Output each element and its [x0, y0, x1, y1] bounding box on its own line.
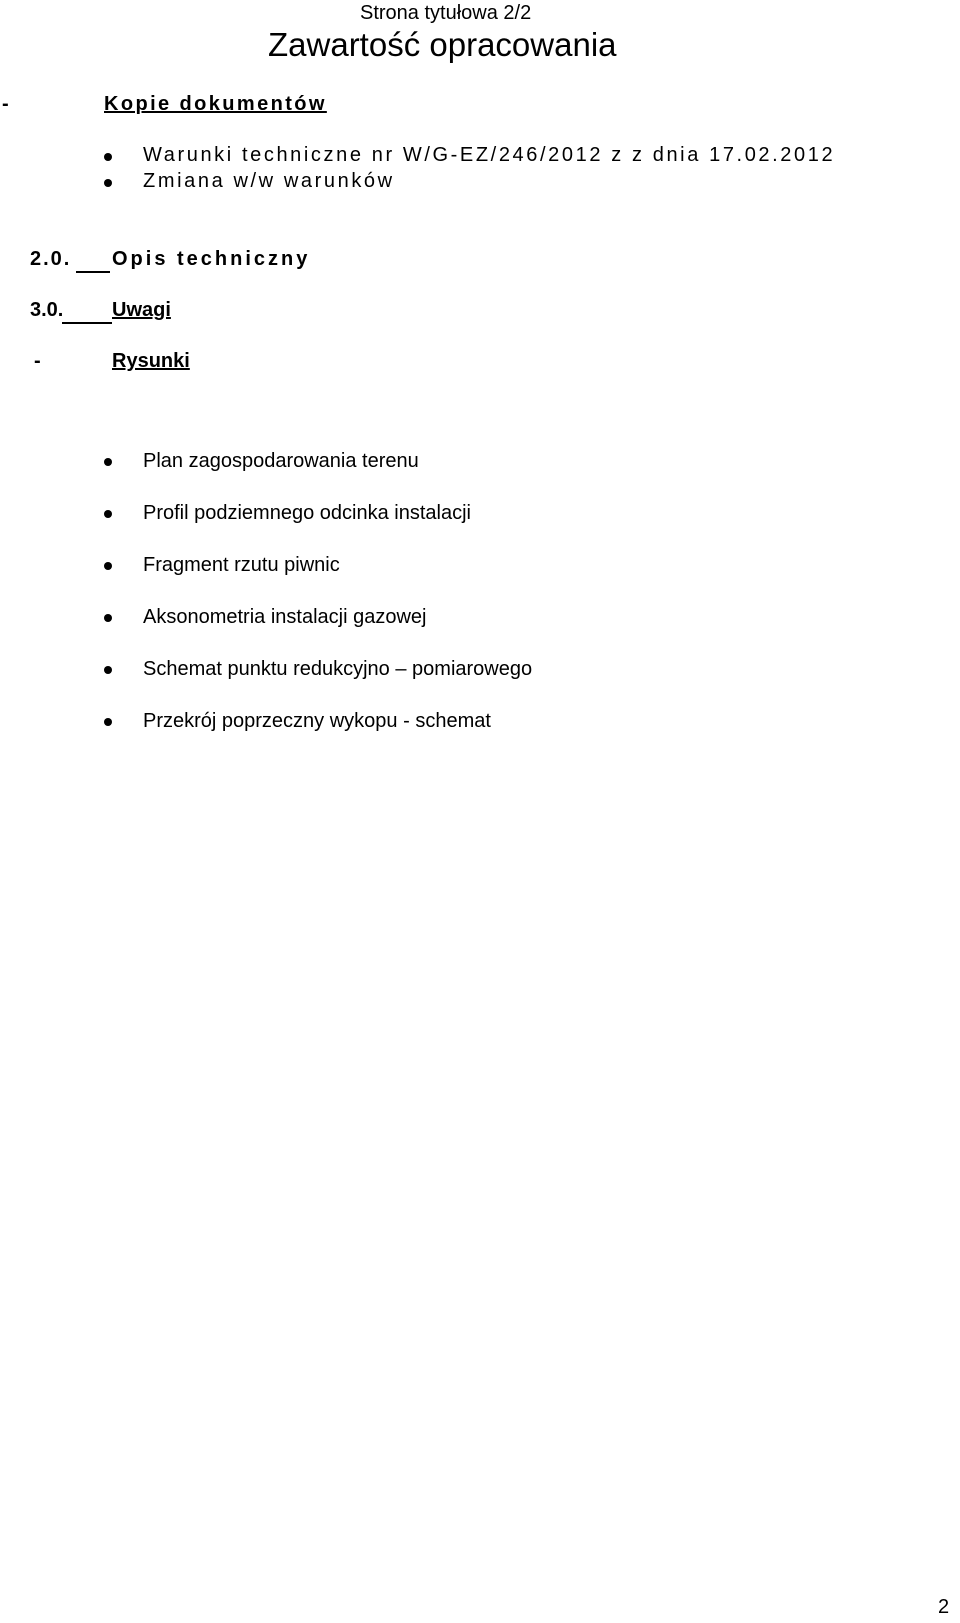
list-item-rysunki-1: Plan zagospodarowania terenu: [143, 450, 419, 472]
bullet-icon: [104, 179, 112, 187]
bullet-icon: [104, 562, 112, 570]
list-item-rysunki-4: Aksonometria instalacji gazowej: [143, 606, 427, 628]
list-item-kopie-1: Warunki techniczne nr W/G-EZ/246/2012 z z dnia 17.02.2012: [143, 144, 836, 166]
section-rysunki-marker: -: [34, 350, 41, 372]
bullet-icon: [104, 153, 112, 161]
bullet-icon: [104, 510, 112, 518]
section-opis-underline: [76, 271, 110, 273]
page-number: 2: [938, 1596, 950, 1618]
bullet-icon: [104, 718, 112, 726]
bullet-icon: [104, 614, 112, 622]
list-item-kopie-2: Zmiana w/w warunków: [143, 170, 395, 192]
bullet-icon: [104, 666, 112, 674]
section-uwagi-heading: Uwagi: [112, 299, 171, 321]
section-opis-number: 2.0.: [30, 248, 72, 270]
section-kopie-marker: -: [2, 93, 9, 115]
list-item-rysunki-6: Przekrój poprzeczny wykopu - schemat: [143, 710, 491, 732]
list-item-rysunki-5: Schemat punktu redukcyjno – pomiarowego: [143, 658, 533, 680]
list-item-rysunki-2: Profil podziemnego odcinka instalacji: [143, 502, 471, 524]
section-kopie-heading: Kopie dokumentów: [104, 93, 327, 115]
page-label: Strona tytułowa 2/2: [360, 2, 532, 24]
page-title: Zawartość opracowania: [268, 26, 617, 63]
bullet-icon: [104, 458, 112, 466]
section-uwagi-number: 3.0.: [30, 299, 64, 321]
list-item-rysunki-3: Fragment rzutu piwnic: [143, 554, 340, 576]
section-opis-heading: Opis techniczny: [112, 248, 311, 270]
section-uwagi-underline: [62, 322, 112, 324]
section-rysunki-heading: Rysunki: [112, 350, 190, 372]
